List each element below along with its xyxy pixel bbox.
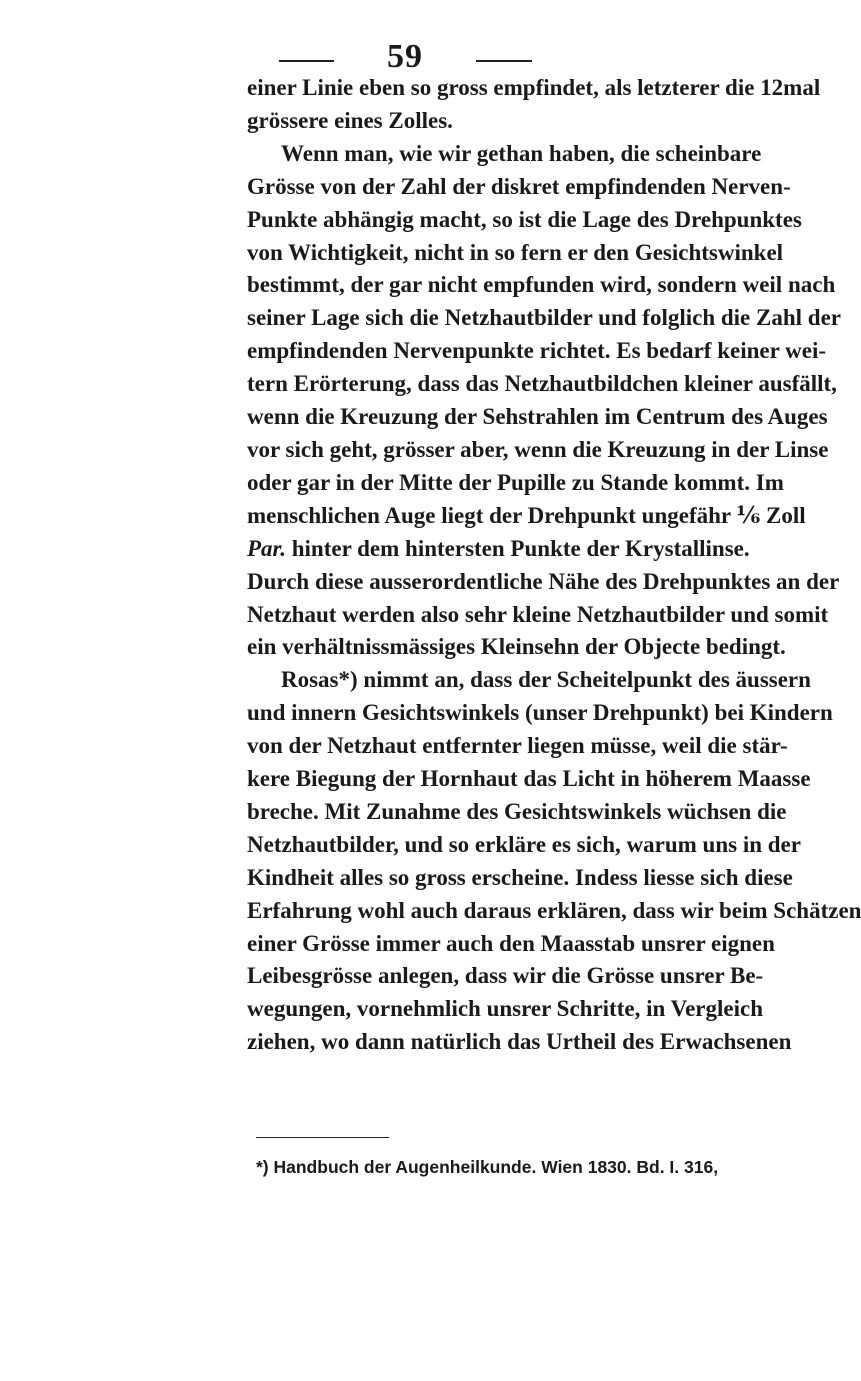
text-line: Leibesgrösse anlegen, dass wir die Grösse unsrer Be- xyxy=(247,963,764,989)
text-line: oder gar in der Mitte der Pupille zu Stande kommt. Im xyxy=(247,469,784,495)
italic-abbrev: Par. xyxy=(247,535,286,561)
text-line: Netzhaut werden also sehr kleine Netzhautbilder und somit xyxy=(247,601,829,627)
header-rule-right xyxy=(476,60,532,62)
text-line: ziehen, wo dann natürlich das Urtheil des Erwachsenen xyxy=(247,1029,792,1055)
text-line: Rosas*) nimmt an, dass der Scheitelpunkt des äussern xyxy=(281,667,811,693)
text-line: kere Biegung der Hornhaut das Licht in höherem Maasse xyxy=(247,766,811,792)
text-line: empfindenden Nervenpunkte richtet. Es bedarf keiner wei- xyxy=(247,338,827,364)
text-line: von Wichtigkeit, nicht in so fern er den Gesichtswinkel xyxy=(247,239,784,265)
text-line: einer Grösse immer auch den Maasstab unsrer eignen xyxy=(247,930,775,956)
body-text xyxy=(247,72,861,1059)
text-line: von der Netzhaut entfernter liegen müsse, weil die stär- xyxy=(247,733,788,759)
footnote-divider xyxy=(256,1137,389,1138)
text-fragment: hinter dem hintersten Punkte der Krystallinse. xyxy=(285,535,750,561)
text-line: vor sich geht, grösser aber, wenn die Kreuzung in der Linse xyxy=(247,436,829,462)
text-line: ein verhältnissmässiges Kleinsehn der Objecte bedingt. xyxy=(247,634,786,660)
text-line: einer Linie eben so gross empfindet, als letzterer die 12mal xyxy=(247,75,821,100)
text-line: grössere eines Zolles. xyxy=(247,107,453,133)
text-line: wegungen, vornehmlich unsrer Schritte, in Vergleich xyxy=(247,996,764,1022)
page-number: 59 xyxy=(387,38,423,75)
text-line xyxy=(247,533,750,566)
header-rule-left xyxy=(279,60,334,62)
text-line: Grösse von der Zahl der diskret empfindenden Nerven- xyxy=(247,173,791,199)
text-line: breche. Mit Zunahme des Gesichtswinkels wüchsen die xyxy=(247,798,787,824)
text-line: wenn die Kreuzung der Sehstrahlen im Centrum des Auges xyxy=(247,404,828,430)
text-line: tern Erörterung, dass das Netzhautbildchen kleiner ausfällt, xyxy=(247,371,837,397)
text-line: Punkte abhängig macht, so ist die Lage des Drehpunktes xyxy=(247,206,802,232)
text-line: Kindheit alles so gross erscheine. Indess liesse sich diese xyxy=(247,864,793,890)
text-line: Netzhautbilder, und so erkläre es sich, warum uns in der xyxy=(247,831,801,857)
text-line: bestimmt, der gar nicht empfunden wird, sondern weil nach xyxy=(247,272,836,298)
text-line: Durch diese ausserordentliche Nähe des Drehpunktes an der xyxy=(247,568,840,594)
text-line: Erfahrung wohl auch daraus erklären, dass wir beim Schätzen xyxy=(247,897,861,923)
text-line: menschlichen Auge liegt der Drehpunkt ungefähr ⅙ Zoll xyxy=(247,502,806,528)
text-line: seiner Lage sich die Netzhautbilder und folglich die Zahl der xyxy=(247,305,841,331)
text-line: und innern Gesichtswinkels (unser Drehpunkt) bei Kindern xyxy=(247,700,833,726)
footnote: *) Handbuch der Augenheilkunde. Wien 1830. Bd. I. 316, xyxy=(256,1157,719,1177)
text-line: Wenn man, wie wir gethan haben, die scheinbare xyxy=(281,140,762,166)
